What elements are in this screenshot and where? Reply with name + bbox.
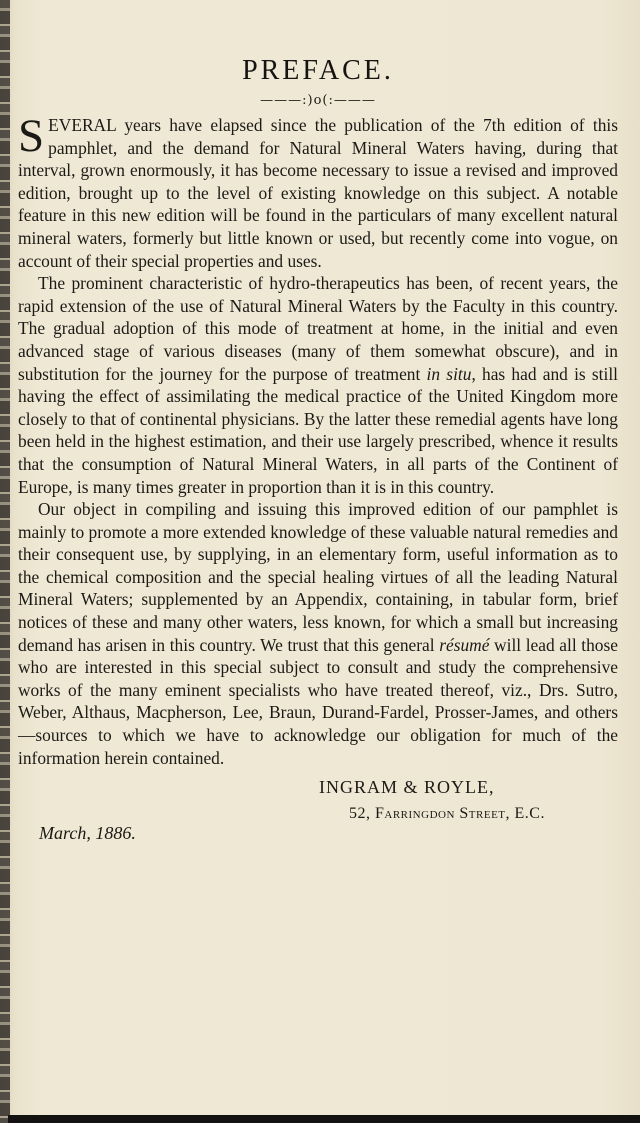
bottom-rule bbox=[8, 1115, 640, 1123]
drop-cap: S bbox=[18, 110, 45, 162]
paragraph-3-text-a: Our object in compiling and issuing this improved edition of our pamphlet is mainly to promote a more extended knowledge of these valuable natural remedies and their consequent use, by supplying, in an elementary form, useful information as to the chemical composition and the special healing virtues of all the leading Natural Mineral Waters; supplemented by an Appendix, containing, in tabular form, brief notices of these and many other waters, less known, for which a small but increasing demand has arisen in this country. We trust that this general bbox=[18, 499, 618, 655]
paragraph-3 bbox=[18, 498, 618, 769]
paragraph-1 bbox=[18, 110, 618, 272]
preface-date: March, 1886. bbox=[39, 823, 136, 844]
paragraph-3-text-b: will lead all those who are interested in this special subject to consult and study the comprehensive works of the many eminent specialists who have treated thereof, viz., Drs. Sutro, Weber, Althaus, Macpherson, Lee, Braun, Durand-Fardel, Prosser-James, and others—sources to which we have to acknowledge our obligation for much of the information herein contained. bbox=[18, 634, 618, 768]
paragraph-3-italic: résumé bbox=[439, 634, 490, 655]
preface-content bbox=[18, 55, 618, 867]
paragraph-2-text-b: , has had and is still having the effect of assimilating the medical practice of the United Kingdom more closely to that of continental physicians. By the latter these remedial agents have long been held in the highest estimation, and their use largely prescribed, whence it results that the consumption of Natural Mineral Waters, in all parts of the Continent of Europe, is many times greater in proportion than it is in this country. bbox=[18, 363, 618, 497]
paragraph-2-italic: in situ bbox=[426, 363, 472, 384]
binding-gutter bbox=[0, 0, 10, 1123]
paragraph-1-text: EVERAL years have elapsed since the publication of the 7th edition of this pamphlet, and the demand for Natural Mineral Waters having, during that interval, grown enormously, it has become necessary to issue a revised and improved edition, brought up to the level of existing knowledge on this subject. A notable feature in this new edition will be found in the particulars of many excellent natural mineral waters, formerly but little known or used, but recently come into vogue, on account of their special properties and uses. bbox=[18, 115, 618, 271]
ornament-divider: ———:)o(:——— bbox=[260, 93, 376, 108]
signature-block bbox=[18, 777, 618, 867]
publisher-name: INGRAM & ROYLE, bbox=[319, 777, 495, 798]
paragraph-2 bbox=[18, 272, 618, 498]
paragraph-2-text-a: The prominent characteristic of hydro-therapeutics has been, of recent years, the rapid extension of the use of Natural Mineral Waters by the Faculty in this country. The gradual adoption of this mode of treatment at home, in the initial and even advanced stage of various diseases (many of them somewhat obscure), and in substitution for the journey for the purpose of treatment bbox=[18, 273, 618, 384]
publisher-address: 52, Farringdon Street, E.C. bbox=[349, 805, 545, 823]
page-title: PREFACE. bbox=[242, 55, 394, 86]
